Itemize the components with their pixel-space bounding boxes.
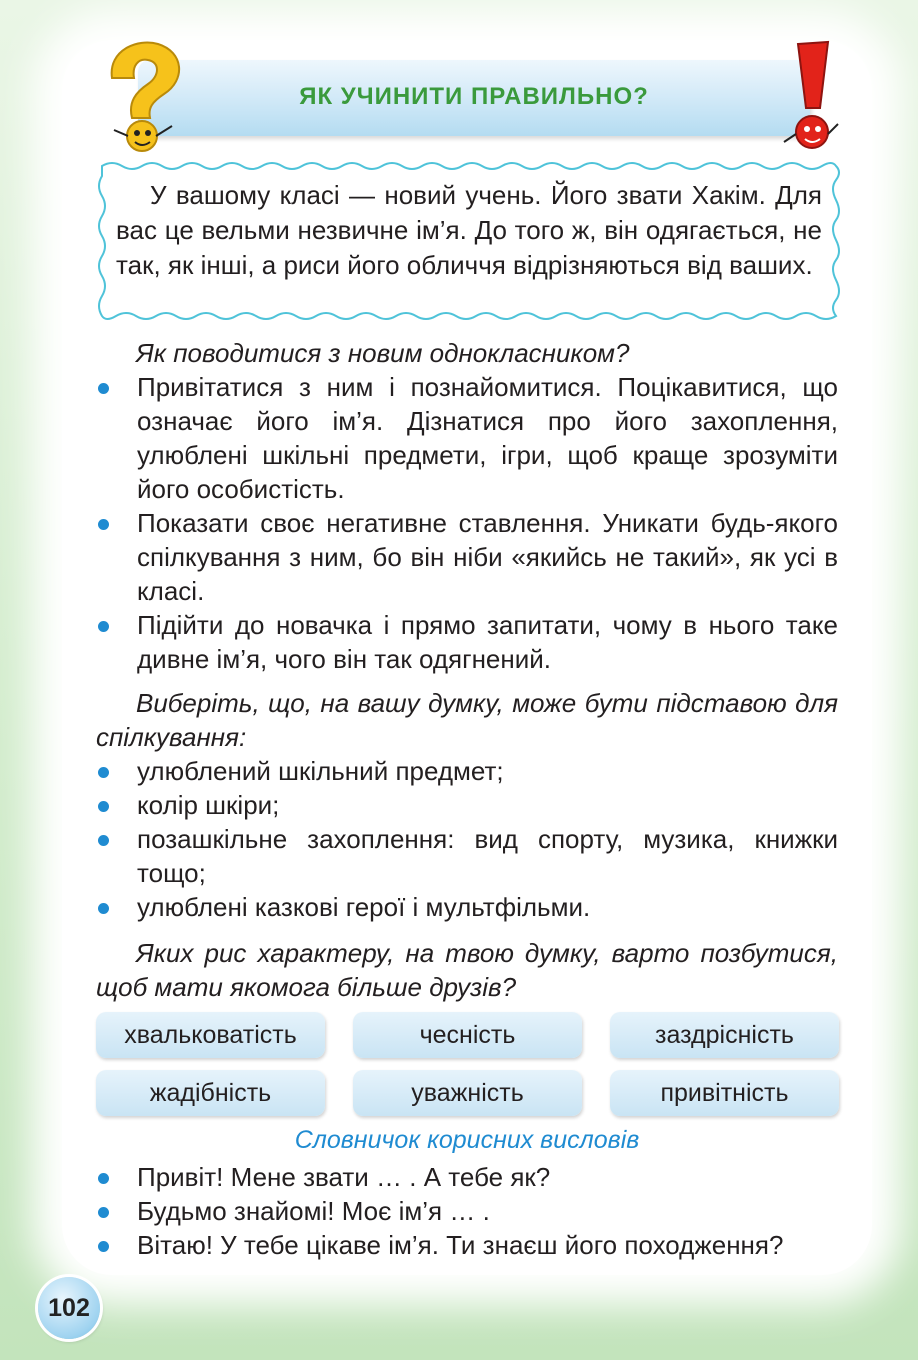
- trait-chip[interactable]: хвальковатість: [96, 1012, 325, 1058]
- bullet-dot-icon: [98, 835, 109, 846]
- page-title: ЯК УЧИНИТИ ПРАВИЛЬНО?: [299, 83, 649, 110]
- page-number-badge: 102: [38, 1277, 100, 1339]
- glossary-list: [96, 1160, 838, 1262]
- trait-chip[interactable]: привітність: [610, 1070, 839, 1116]
- question-character-traits: Яких рис характеру, на твою думку, варто позбутися, щоб мати якомога більше друзів?: [96, 938, 838, 1002]
- bullet-dot-icon: [98, 1173, 109, 1184]
- glossary-title: Словничок корисних висловів: [294, 1126, 640, 1154]
- list-item: Показати своє негативне ставлення. Уникати будь-якого спілкування з ним, бо він ніби «якийсь не такий», як усі в класі.: [96, 506, 838, 608]
- options-list-1: [96, 370, 838, 676]
- question-new-classmate: Як поводитися з новим однокласником?: [136, 338, 630, 368]
- list-item: Підійти до новачка і прямо запитати, чому в нього таке дивне ім’я, чого він так одягнений.: [96, 608, 838, 676]
- options-list-2: [96, 754, 838, 924]
- traits-grid: [96, 1012, 840, 1116]
- bullet-dot-icon: [98, 519, 109, 530]
- list-item: улюблений шкільний предмет;: [96, 754, 838, 788]
- trait-chip[interactable]: уважність: [353, 1070, 582, 1116]
- list-item: Привітатися з ним і познайомитися. Поцікавитися, що означає його ім’я. Дізнатися про його захоплення, улюблені шкільні предмети, ігри, щоб краще зрозуміти його особистість.: [96, 370, 838, 506]
- list-item: улюблені казкові герої і мультфільми.: [96, 890, 838, 924]
- trait-chip[interactable]: заздрісність: [610, 1012, 839, 1058]
- story-paragraph: У вашому класі — новий учень. Його звати Хакім. Для вас це вельми незвичне ім’я. До того ж, він одягається, не так, як інші, а риси його обличчя відрізняються від ваших.: [116, 180, 822, 280]
- bullet-dot-icon: [98, 383, 109, 394]
- list-item: Будьмо знайомі! Моє ім’я … .: [96, 1194, 838, 1228]
- bullet-dot-icon: [98, 801, 109, 812]
- bullet-dot-icon: [98, 1241, 109, 1252]
- bullet-dot-icon: [98, 1207, 109, 1218]
- bullet-dot-icon: [98, 767, 109, 778]
- bullet-dot-icon: [98, 621, 109, 632]
- list-item: колір шкіри;: [96, 788, 838, 822]
- list-item: Вітаю! У тебе цікаве ім’я. Ти знаєш його походження?: [96, 1228, 838, 1262]
- list-item: Привіт! Мене звати … . А тебе як?: [96, 1160, 838, 1194]
- question-communication-basis: Виберіть, що, на вашу думку, може бути підставою для спілкування:: [96, 688, 838, 752]
- bullet-dot-icon: [98, 903, 109, 914]
- trait-chip[interactable]: жадібність: [96, 1070, 325, 1116]
- list-item: позашкільне захоплення: вид спорту, музика, книжки тощо;: [96, 822, 838, 890]
- trait-chip[interactable]: чесність: [353, 1012, 582, 1058]
